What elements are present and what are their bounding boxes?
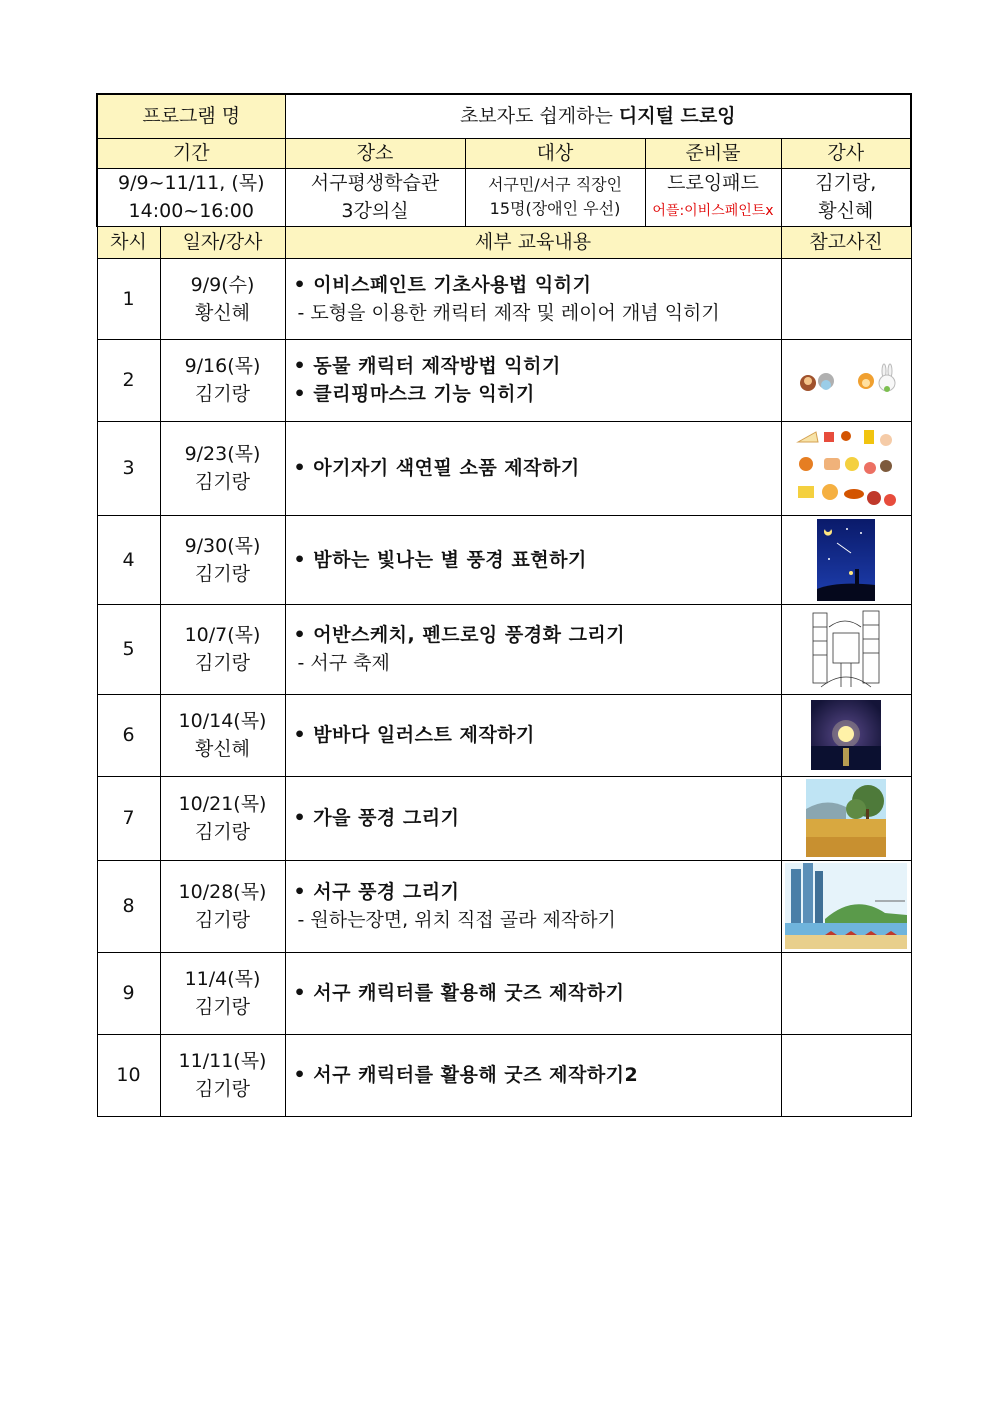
date-text: 10/21(목) xyxy=(178,793,267,815)
table-row xyxy=(97,952,911,1034)
place-label: 장소 xyxy=(285,138,465,168)
session-date xyxy=(160,860,285,952)
date-text: 9/9(수) xyxy=(190,273,255,296)
session-details xyxy=(285,860,781,952)
program-name xyxy=(285,94,911,138)
materials-device: 드로잉패드 xyxy=(667,172,759,194)
period-days: 9/9~11/11, (목) xyxy=(117,172,265,194)
instructor-text: 김기랑 xyxy=(194,471,251,493)
date-text: 11/4(목) xyxy=(184,968,261,990)
detail-line-1: • 가을 풍경 그리기 xyxy=(293,807,460,829)
instructor-name-2: 황신혜 xyxy=(818,200,874,222)
instructor-name-1: 김기랑, xyxy=(815,172,877,194)
night-sea-image xyxy=(811,700,881,770)
table-row xyxy=(97,339,911,421)
place-room: 3강의실 xyxy=(341,200,409,222)
session-number: 7 xyxy=(97,776,160,860)
detail-line-1: • 이비스페인트 기초사용법 익히기 xyxy=(293,273,592,296)
session-number: 2 xyxy=(97,339,160,421)
date-text: 9/23(목) xyxy=(184,443,261,465)
target-value xyxy=(465,168,645,226)
session-details xyxy=(285,1034,781,1116)
table-row xyxy=(97,421,911,515)
instructor-text: 김기랑 xyxy=(194,383,251,405)
starry-night-image xyxy=(817,519,875,601)
table-row xyxy=(97,776,911,860)
session-details xyxy=(285,694,781,776)
detail-line-2: - 원하는장면, 위치 직접 골라 제작하기 xyxy=(297,909,616,931)
detail-line-1: • 서구 풍경 그리기 xyxy=(293,881,460,903)
place-value xyxy=(285,168,465,226)
session-details xyxy=(285,604,781,694)
detail-line-2: - 서구 축제 xyxy=(297,652,390,674)
detail-line-1: • 밤바다 일러스트 제작하기 xyxy=(293,724,535,746)
materials-value xyxy=(645,168,781,226)
instructor-text: 황신혜 xyxy=(194,301,251,324)
detail-line-1: • 아기자기 색연필 소품 제작하기 xyxy=(293,457,580,479)
instructor-text: 황신혜 xyxy=(194,738,251,760)
reference-photo xyxy=(781,694,911,776)
detail-line-1: • 서구 캐릭터를 활용해 굿즈 제작하기 xyxy=(293,982,625,1004)
instructor-label: 강사 xyxy=(781,138,911,168)
session-number: 3 xyxy=(97,421,160,515)
date-text: 11/11(목) xyxy=(178,1050,267,1072)
date-text: 9/30(목) xyxy=(184,534,261,557)
materials-app: 어플:이비스페인트x xyxy=(652,203,774,219)
table-row xyxy=(97,694,911,776)
reference-photo xyxy=(781,515,911,604)
table-row xyxy=(97,258,911,339)
target-group: 서구민/서구 직장인 xyxy=(487,175,623,194)
col-date-instructor: 일자/강사 xyxy=(160,226,285,258)
session-number: 6 xyxy=(97,694,160,776)
detail-line-1: • 동물 캐릭터 제작방법 익히기 xyxy=(293,355,561,377)
instructor-text: 김기랑 xyxy=(194,562,251,585)
session-details xyxy=(285,515,781,604)
instructor-text: 김기랑 xyxy=(194,909,251,931)
session-details xyxy=(285,258,781,339)
table-row xyxy=(97,604,911,694)
table-row xyxy=(97,515,911,604)
program-name-highlight: 디지털 드로잉 xyxy=(618,105,736,128)
session-number: 5 xyxy=(97,604,160,694)
session-number: 9 xyxy=(97,952,160,1034)
autumn-field-image xyxy=(806,779,886,857)
session-date xyxy=(160,339,285,421)
session-number: 1 xyxy=(97,258,160,339)
detail-line-1: • 어반스케치, 펜드로잉 풍경화 그리기 xyxy=(293,624,626,646)
col-photo: 참고사진 xyxy=(781,226,911,258)
animal-characters-image xyxy=(796,363,896,397)
session-date xyxy=(160,1034,285,1116)
session-number: 4 xyxy=(97,515,160,604)
program-name-label: 프로그램 명 xyxy=(97,94,285,138)
reference-photo-empty xyxy=(781,1034,911,1116)
date-text: 10/14(목) xyxy=(178,710,267,732)
detail-line-1: • 서구 캐릭터를 활용해 굿즈 제작하기2 xyxy=(293,1064,639,1086)
target-label: 대상 xyxy=(465,138,645,168)
place-building: 서구평생학습관 xyxy=(310,172,440,194)
detail-line-2: - 도형을 이용한 캐릭터 제작 및 레이어 개념 익히기 xyxy=(297,301,720,324)
city-beach-image xyxy=(785,863,907,949)
session-date xyxy=(160,776,285,860)
instructor-text: 김기랑 xyxy=(194,996,251,1018)
session-details xyxy=(285,339,781,421)
session-details xyxy=(285,952,781,1034)
reference-photo-empty xyxy=(781,258,911,339)
reference-photo xyxy=(781,421,911,515)
detail-line-1: • 밤하는 빛나는 별 풍경 표현하기 xyxy=(293,548,587,571)
reference-photo xyxy=(781,776,911,860)
session-number: 8 xyxy=(97,860,160,952)
program-table xyxy=(96,93,912,1117)
session-date xyxy=(160,694,285,776)
col-details: 세부 교육내용 xyxy=(285,226,781,258)
instructor-text: 김기랑 xyxy=(194,652,251,674)
reference-photo-empty xyxy=(781,952,911,1034)
session-date xyxy=(160,421,285,515)
period-label: 기간 xyxy=(97,138,285,168)
reference-photo xyxy=(781,604,911,694)
program-name-prefix: 초보자도 쉽게하는 xyxy=(459,105,619,128)
materials-label: 준비물 xyxy=(645,138,781,168)
detail-line-2: • 클리핑마스크 기능 익히기 xyxy=(293,383,535,405)
period-time: 14:00~16:00 xyxy=(128,200,254,222)
date-text: 9/16(목) xyxy=(184,355,261,377)
instructor-text: 김기랑 xyxy=(194,1078,251,1100)
col-session: 차시 xyxy=(97,226,160,258)
session-date xyxy=(160,952,285,1034)
session-date xyxy=(160,604,285,694)
table-row xyxy=(97,860,911,952)
session-details xyxy=(285,421,781,515)
instructor-text: 김기랑 xyxy=(194,821,251,843)
instructor-value xyxy=(781,168,911,226)
session-details xyxy=(285,776,781,860)
date-text: 10/28(목) xyxy=(178,881,267,903)
reference-photo xyxy=(781,860,911,952)
table-row xyxy=(97,1034,911,1116)
session-number: 10 xyxy=(97,1034,160,1116)
target-capacity: 15명(장애인 우선) xyxy=(489,199,621,218)
session-date xyxy=(160,515,285,604)
session-date xyxy=(160,258,285,339)
reference-photo xyxy=(781,339,911,421)
period-value xyxy=(97,168,285,226)
urban-sketch-image xyxy=(811,607,881,691)
program-document xyxy=(96,93,910,1117)
date-text: 10/7(목) xyxy=(184,624,261,646)
food-items-image xyxy=(794,424,898,512)
